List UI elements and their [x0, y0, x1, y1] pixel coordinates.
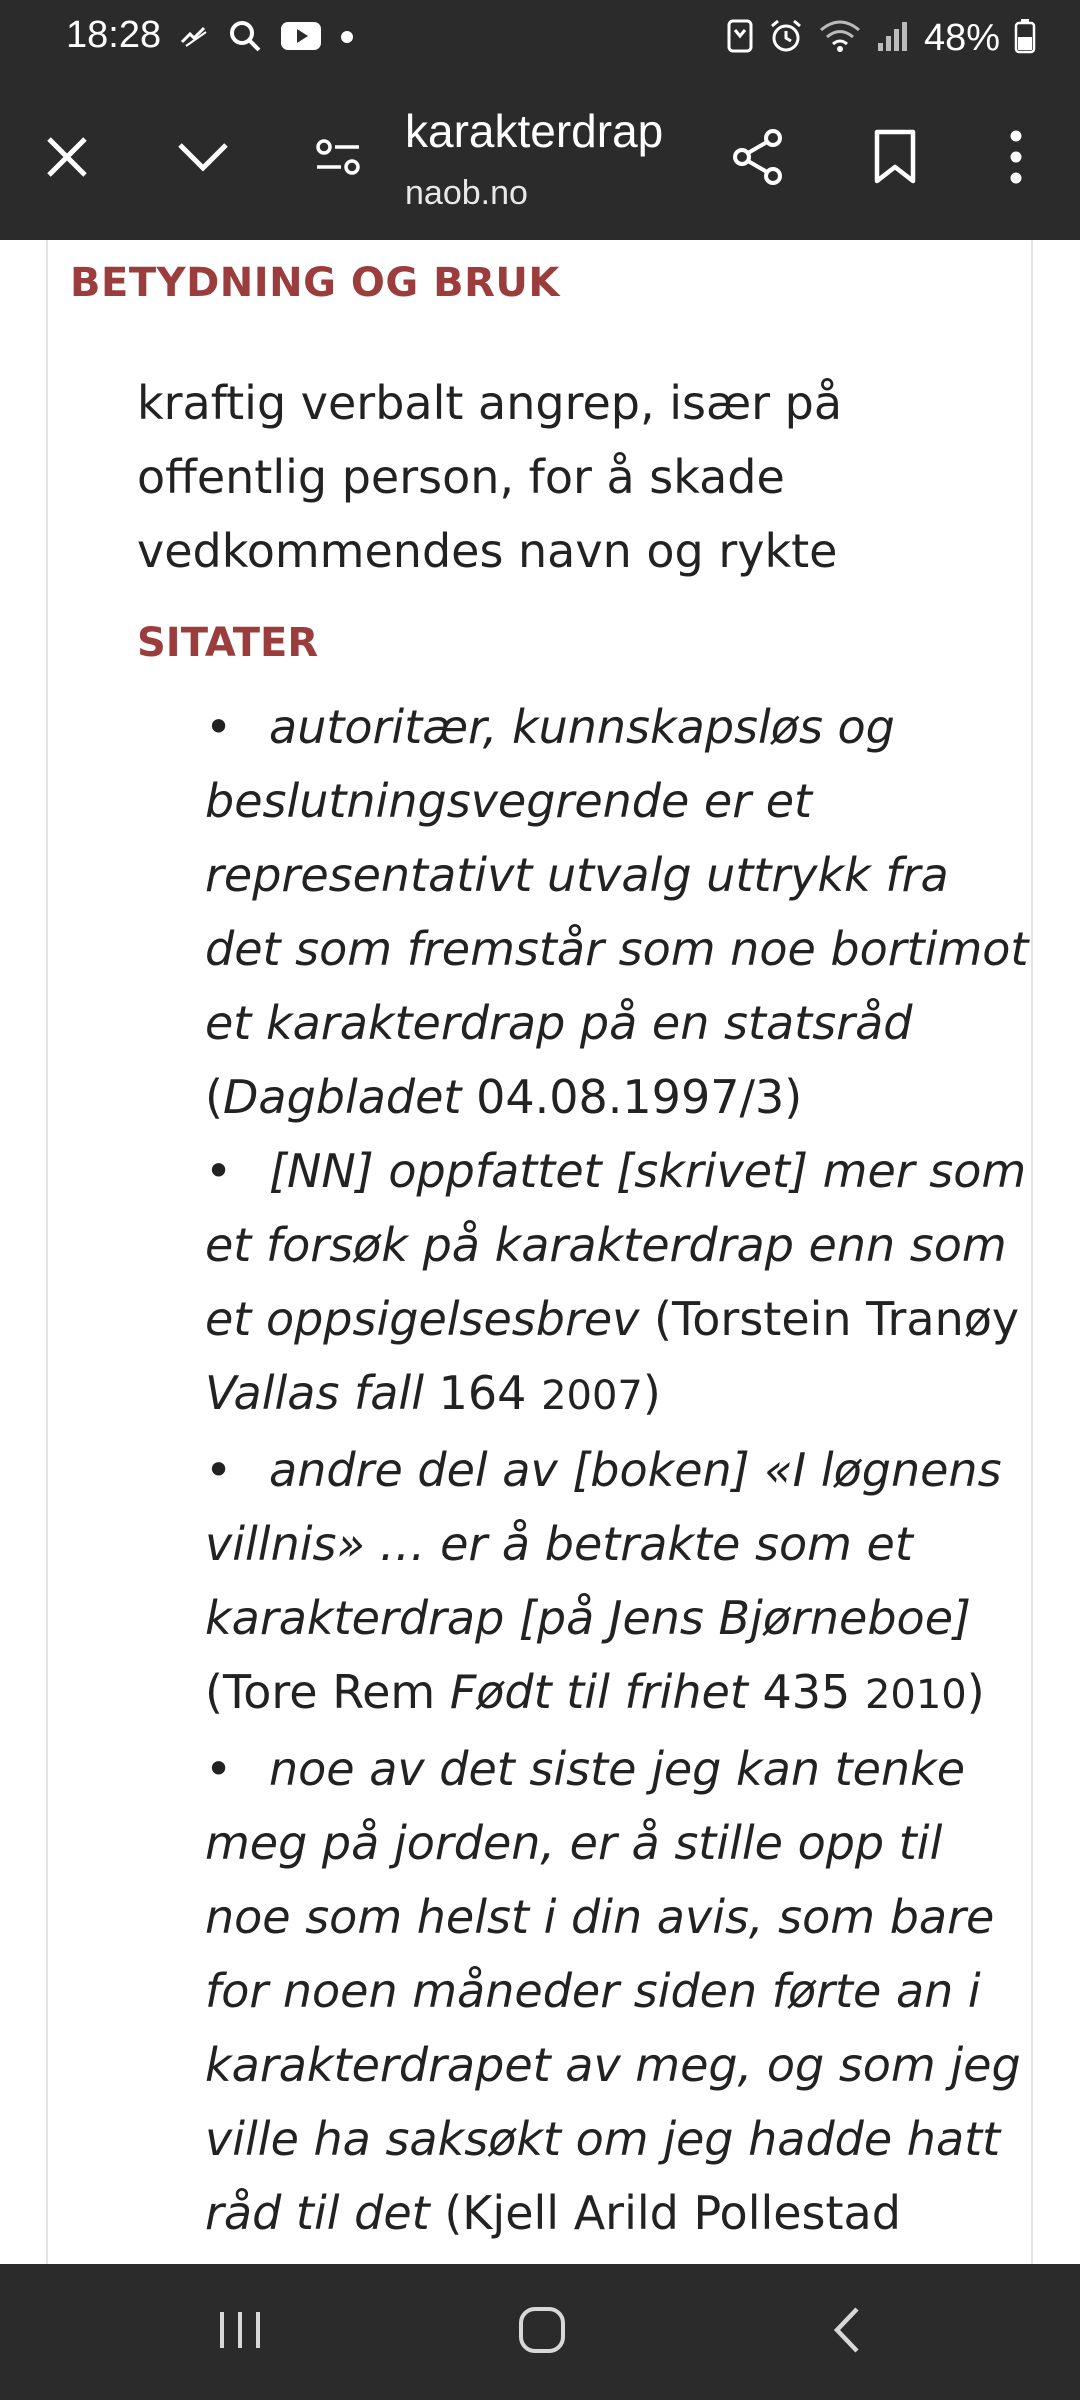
- more-icon: [1008, 130, 1024, 188]
- share-icon: [731, 128, 785, 190]
- bullet-icon: •: [205, 1443, 233, 1497]
- bullet-icon: •: [205, 1742, 233, 1796]
- quote-source: (Torstein Tranøy Vallas fall 164 2007): [205, 1292, 1020, 1420]
- battery-icon: [1014, 18, 1036, 58]
- quote-text: autoritær, kunnskapsløs og beslutningsvegrende er et representativt utvalg uttrykk fra det som fremstår som noe bortimot et karakterdrap på en statsråd: [205, 700, 1029, 1050]
- home-icon: [517, 2305, 567, 2359]
- nfc-icon: [726, 18, 754, 58]
- search-icon: [228, 19, 262, 57]
- quotes-list: [205, 690, 1035, 2250]
- status-bar: [0, 0, 1080, 78]
- quote-item: [205, 1433, 1035, 1732]
- system-nav-bar: [0, 2264, 1080, 2400]
- page-domain[interactable]: naob.no: [405, 174, 528, 212]
- close-button[interactable]: [17, 78, 117, 240]
- close-icon: [45, 135, 89, 183]
- section-heading: BETYDNING OG BRUK: [70, 260, 560, 306]
- dot-icon: [340, 29, 354, 48]
- quote-item: [205, 690, 1035, 1134]
- more-button[interactable]: [966, 78, 1066, 240]
- quotes-heading: SITATER: [137, 620, 319, 666]
- chevron-down-icon: [177, 141, 229, 177]
- youtube-icon: [280, 20, 322, 56]
- signal-icon: [876, 19, 910, 57]
- quote-text: [NN] oppfattet [skrivet] mer som et forsøk på karakterdrap enn som et oppsigelsesbrev: [205, 1144, 1027, 1346]
- notification-icons: [178, 18, 354, 58]
- bookmark-icon: [873, 129, 917, 189]
- back-icon: [829, 2305, 863, 2359]
- bullet-icon: •: [205, 700, 233, 754]
- site-settings-icon: [315, 137, 361, 181]
- bullet-icon: •: [205, 1144, 233, 1198]
- alarm-icon: [768, 18, 804, 58]
- recent-apps-icon: [217, 2308, 263, 2356]
- site-settings-button[interactable]: [288, 78, 388, 240]
- quote-source: (Kjell Arild Pollestad: [444, 2186, 901, 2240]
- recent-apps-button[interactable]: [160, 2264, 320, 2400]
- status-time: 18:28: [66, 14, 162, 56]
- quote-item: [205, 1134, 1035, 1433]
- share-button[interactable]: [708, 78, 808, 240]
- quote-text: andre del av [boken] «I løgnens villnis» … er å betrakte som et karakterdrap [på Jens Bjørneboe]: [205, 1443, 1002, 1645]
- page-title[interactable]: karakterdrap: [405, 105, 664, 157]
- system-icons: [726, 14, 1036, 62]
- wifi-icon: [818, 18, 862, 58]
- web-content[interactable]: [0, 240, 1080, 2264]
- missed-call-icon: [178, 20, 210, 56]
- definition-text: kraftig verbalt angrep, især på offentlig person, for å skade vedkommendes navn og rykte: [137, 376, 843, 578]
- battery-percent: 48%: [923, 16, 1000, 59]
- home-button[interactable]: [462, 2264, 622, 2400]
- browser-toolbar: [0, 78, 1080, 240]
- quote-item: [205, 1732, 1035, 2250]
- minimize-button[interactable]: [153, 78, 253, 240]
- quote-source: (Dagbladet 04.08.1997/3): [205, 1070, 803, 1124]
- quote-text: noe av det siste jeg kan tenke meg på jorden, er å stille opp til noe som helst i din avis, som bare for noen måneder siden førte an i karakterdrapet av meg, og som jeg ville ha saksøkt om jeg hadde hatt råd til det: [205, 1742, 1021, 2240]
- quote-source: (Tore Rem Født til frihet 435 2010): [205, 1665, 985, 1719]
- bookmark-button[interactable]: [845, 78, 945, 240]
- back-button[interactable]: [766, 2264, 926, 2400]
